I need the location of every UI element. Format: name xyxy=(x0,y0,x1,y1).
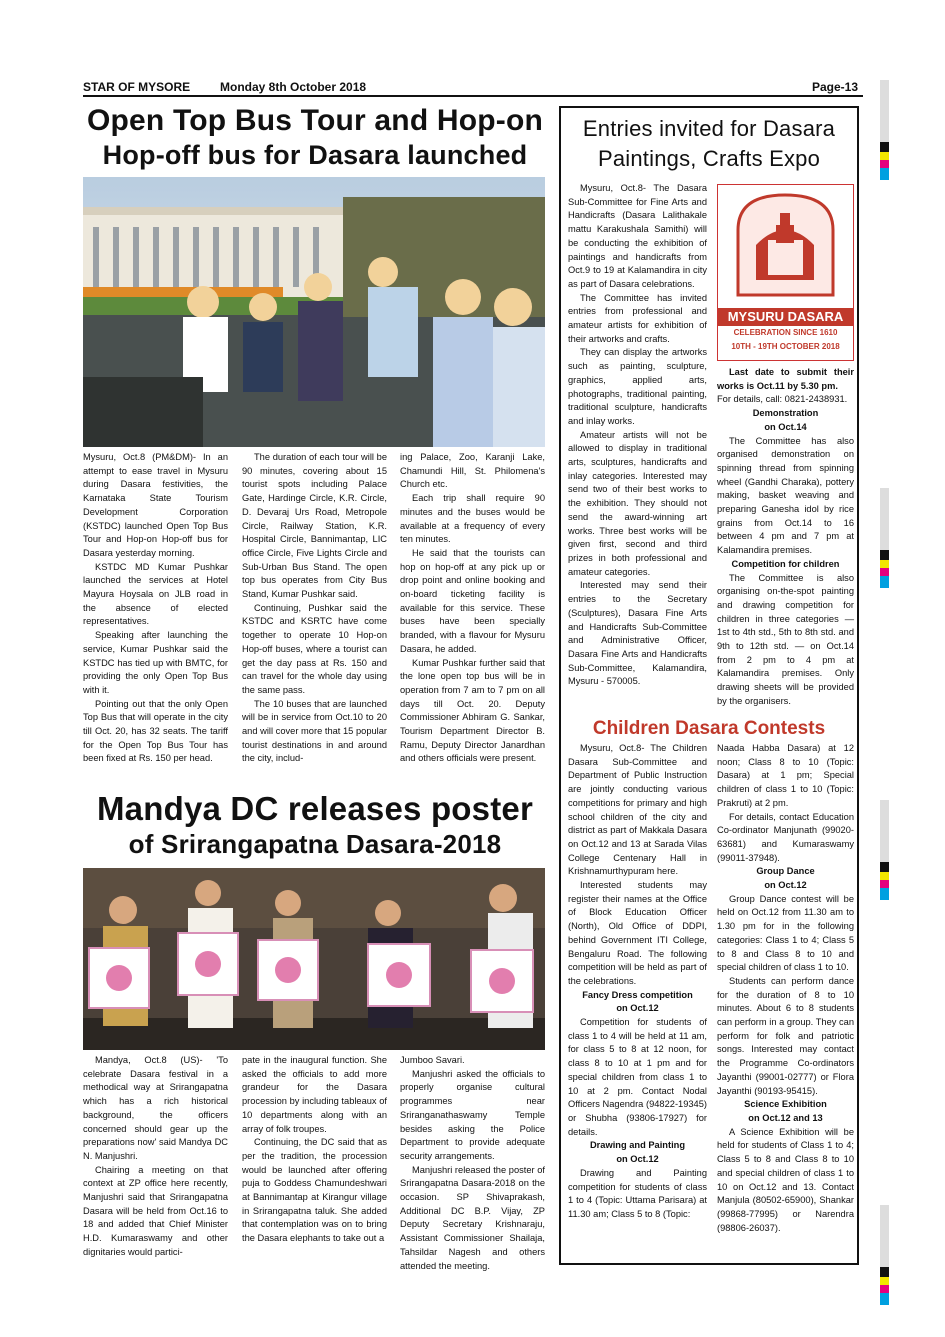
competition-text: The Committee is also organising on-the-spot painting and drawing competition for children in three categories — 1st to 4th std., 5th to 8th std. and 9th to 12th std. — on Oct.14 from 2 pm to 4 pm at Kalamandira premises. Only drawing sheets will be provided by the organisers. xyxy=(717,572,854,706)
logo-title: MYSURU DASARA xyxy=(718,308,853,326)
story4-column-1 xyxy=(568,742,707,1222)
story3-paragraph: Mysuru, Oct.8- The Dasara Sub-Committee for Fine Arts and Handicrafts (Dasara Lalithakale mattu Karakushala Samithi) will be conducting the exhibition of paintings and handicrafts from Oct.9 to 19 at Kalamandira in city as part of Dasara celebrations. xyxy=(568,183,707,289)
story4-subheading: on Oct.12 xyxy=(616,1154,659,1165)
story2-paragraph: Mandya, Oct.8 (US)- 'To celebrate Dasara festival in a methodical way at Srirangapatna which has a rich historical background, the officers concerned should gear up the preparations now' said Mandya DC N. Manjushri. xyxy=(83,1055,228,1161)
story2-paragraph: Continuing, the DC said that as per the tradition, the procession would be launched after offering puja to Goddess Chamundeshwari at Bannimantap at Kirangur village in Srirangapatna taluk. She added that contemplation was on to bring the Dasara elephants to take out a xyxy=(242,1137,387,1244)
demonstration-date: on Oct.14 xyxy=(764,421,807,432)
paper-name: STAR OF MYSORE xyxy=(83,80,191,94)
deadline-text: Last date to submit their works is Oct.11 by 5.30 pm. xyxy=(717,367,854,391)
story1-paragraph: Each trip shall require 90 minutes and the buses would be available at a frequency of every ten minutes. xyxy=(400,493,545,545)
story2-paragraph: Manjushri asked the officials to properly organise cultural programmes near Sriranganathaswamy Temple besides asking the Police Department to provide adequate security arrangements. xyxy=(400,1068,545,1161)
story1-paragraph: ing Palace, Zoo, Karanji Lake, Chamundi Hill, St. Philomena's Church etc. xyxy=(400,452,545,490)
story4-subheading: Fancy Dress competition xyxy=(582,989,693,1000)
story2-paragraph: Manjushri released the poster of Srirangapatna Dasara-2018 on the occasion. SP Shivaprakash, Additional DC B.P. Vijay, ZP Deputy Secretary Krishnaraju, Assistant Commissioner Shailaja, Tahsildar Nagesh and others attended the meeting. xyxy=(400,1164,545,1271)
story4-paragraph: Drawing and Painting competition for students of class 1 to 4 (Topic: Uttama Parisara) at 11.30 am; Class 5 to 8 (Topic: xyxy=(568,1167,707,1219)
story1-paragraph: The duration of each tour will be 90 minutes, covering about 15 tourist spots including Palace Gate, Hardinge Circle, K.R. Circle, D. Devaraj Urs Road, Metropole Circle, Railway Station, K.R. Hospital Circle, Bannimantap, LIC office Circle, Five Lights Circle and Sub-Urban Bus Stand. The open top bus operates from City Bus Stand, Kumar Pushkar said. xyxy=(242,452,387,600)
story4-paragraph: Mysuru, Oct.8- The Children Dasara Sub-Committee and Department of Public Instruction are jointly conducting various competitions for primary and high school children of the city and district as part of Makkala Dasara on Oct.12 and 13 at Sarada Vilas College Centenary Hall in Krishnamurthypuram here. xyxy=(568,743,707,877)
story3-column-1 xyxy=(568,182,707,689)
story4-subheading: on Oct.12 and 13 xyxy=(748,1112,823,1123)
story4-paragraph: Interested students may register their names at the Office of Block Education Officer (North), Old Office of DDPI, behind Government ITI College, Bengaluru Road. The following competition will be held as part of the celebrations. xyxy=(568,880,707,986)
elephant-emblem-icon xyxy=(718,185,853,305)
issue-date: Monday 8th October 2018 xyxy=(220,80,367,94)
story3-headline-line1: Entries invited for Dasara xyxy=(582,116,836,141)
story1-paragraph: Continuing, Pushkar said the KSTDC and KSRTC have come together to operate 10 Hop-on Hop-off buses, where a tourist can get the day pass at Rs. 150 and can travel for the whole day using the same pass. xyxy=(242,602,387,695)
page-number: Page-13 xyxy=(812,80,859,94)
story3-paragraph: They can display the artworks such as painting, sculpture, graphics, applied arts, photographs, traditional painting, traditional sculpture, handicrafts and inlay works. xyxy=(568,347,707,426)
story1-paragraph: Mysuru, Oct.8 (PM&DM)- In an attempt to ease travel in Mysuru during Dasara festivities, the Karnataka State Tourism Development Corporation (KSTDC) launched Open Top Bus Tour and Hop-on Hop-off bus for Dasara yesterday morning. xyxy=(83,452,228,558)
story4-paragraph: Students can perform dance for the duration of 8 to 10 minutes. About 6 to 8 students can perform in a group. They can perform for folk and patriotic songs. Interested may contact the Programme Co-ordinators Jayanthi (99001-02777) or Flora Jayanthi (90193-95415). xyxy=(717,975,854,1096)
story4-column-2 xyxy=(717,742,854,1235)
story1-headline-line1: Open Top Bus Tour and Hop-on xyxy=(86,104,544,137)
story2-column-1 xyxy=(83,1054,228,1260)
story4-paragraph: A Science Exhibition will be held for students of Class 1 to 4; Class 5 to 8 and Class 8 to 10 and special children of class 1 to 10 on Oct.12 and 13. Contact Manjula (80502-65900), Shankar (99868-77995) or Narendra (98806-26037). xyxy=(717,1126,854,1233)
story1-paragraph: The 10 buses that are launched will be in service from Oct.10 to 20 and will cover more that 15 popular tourist destinations in and around the city, includ- xyxy=(242,698,387,764)
print-strip-4 xyxy=(880,1205,889,1305)
story4-paragraph: Competition for students of class 1 to 4 will be held at 11 am, for class 5 to 8 at 12 noon, for class 8 to 10 at 1 pm and for special children from class 1 to 10 at 2 pm. Contact Nodal Officers Nagendra (94822-19345) or Shubha (93806-17927) for details. xyxy=(568,1017,707,1137)
story1-paragraph: Speaking after launching the service, Kumar Pushkar said the KSTDC has tied up with BMTC, for providing the only Open Top Bus with it. xyxy=(83,630,228,695)
story3-paragraph: Interested may send their entries to the Secretary (Sculptures), Dasara Fine Arts and Handicrafts Sub-Committee and Administrative Officer, Dasara Fine Arts and Handicrafts Sub-Committee, Kalamandira, Mysuru - 570005. xyxy=(568,580,707,687)
bus-tour-photo xyxy=(83,177,545,447)
logo-line2: 10TH - 19TH OCTOBER 2018 xyxy=(731,342,840,351)
story4-subheading: Science Exhibition xyxy=(744,1099,827,1110)
mysuru-dasara-logo xyxy=(717,184,854,361)
print-strip-1 xyxy=(880,80,889,180)
print-strip-2 xyxy=(880,488,889,588)
demonstration-text: The Committee has also organised demonstration on spinning thread from spinning wheel (Gandhi Charaka), pottery making, basket weaving and preparing Ganesha idol by rice grains from Oct.14 to 16 between 4 pm and 7 pm at Kalamandira premises. xyxy=(717,435,854,556)
story3-headline-line2: Paintings, Crafts Expo xyxy=(597,146,821,171)
poster-release-photo xyxy=(83,868,545,1050)
story4-subheading: on Oct.12 xyxy=(764,880,807,891)
story4-subheading: Drawing and Painting xyxy=(589,1140,686,1151)
story2-headline-line2: of Srirangapatna Dasara-2018 xyxy=(128,829,502,859)
demonstration-heading: Demonstration xyxy=(752,408,819,419)
story2-column-3 xyxy=(400,1054,545,1273)
story4-subheading: Group Dance xyxy=(756,866,815,877)
story1-paragraph: KSTDC MD Kumar Pushkar launched the services at Hotel Mayura Hoysala on JLB road in the absence of elected representatives. xyxy=(83,561,228,627)
story4-paragraph: For details, contact Education Co-ordinator Manjunath (99020-63681) and Kumaraswamy (99011-37948). xyxy=(717,811,854,863)
story1-paragraph: Kumar Pushkar further said that the lone open top bus will be in operation from 7 am to 7 pm on all days till Oct. 20. Deputy Commissioner Abhiram G. Sankar, Tourism Department Director B. Ramu, Deputy Director Janardhan and others officials were present. xyxy=(400,657,545,764)
story2-paragraph: Jumboo Savari. xyxy=(400,1055,465,1065)
contact-text: For details, call: 0821-2438931. xyxy=(717,394,848,405)
story3-paragraph: The Committee has invited entries from professional and amateur artists for exhibition of their artworks and crafts. xyxy=(568,292,707,344)
story1-paragraph: Pointing out that the only Open Top Bus that will operate in the city till Oct. 20, has 32 seats. The tariff for the Open Top Bus Tour has been fixed at Rs. 150 per head. xyxy=(83,698,228,764)
story2-headline-line1: Mandya DC releases poster xyxy=(96,790,533,827)
story4-paragraph: Naada Habba Dasara) at 12 noon; Class 8 to 10 (Topic: Dasara) at 1 pm; Special children of class 1 to 10 (Topic: Prakruti) at 2 pm. xyxy=(717,743,854,808)
story2-column-2 xyxy=(242,1054,387,1246)
story1-column-1 xyxy=(83,451,228,766)
story3-paragraph: Amateur artists will not be allowed to display in traditional arts, sculptures, handicrafts and inlay categories. Interested may send two of their best works to the exhibition. They should not send the award-winning art works. Three best works will be given first, second and third prizes in both professional and amateur categories. xyxy=(568,429,707,577)
story1-column-2 xyxy=(242,451,387,766)
print-strip-3 xyxy=(880,800,889,900)
story1-paragraph: He said that the tourists can hop on hop-off at any pick up or drop point and online booking and on-board ticketing facility is available for this service. These buses have been specially branded, with a flavour for Mysuru Dasara, he added. xyxy=(400,547,545,654)
story4-subheading: on Oct.12 xyxy=(616,1003,659,1014)
story2-paragraph: Chairing a meeting on that context at ZP office here recently, Manjushri said that Srirangapatna Dasara will be held from Oct.16 to 18 and added that Chief Minister H.D. Kumaraswamy and other dignitaries would partici- xyxy=(83,1164,228,1257)
header-rule xyxy=(83,95,863,97)
story1-column-3 xyxy=(400,451,545,766)
story4-paragraph: Group Dance contest will be held on Oct.12 from 11.30 am to 1.30 pm for in the following categories: Class 1 to 4; Class 5 to 8 and Class 8 to 10 and special children of class 1 to 10. xyxy=(717,893,854,973)
story2-paragraph: pate in the inaugural function. She asked the officials to add more grandeur for the Dasara procession by including tableaux of 10 departments along with an array of folk troupes. xyxy=(242,1055,387,1134)
story4-headline: Children Dasara Contests xyxy=(592,718,826,739)
competition-heading: Competition for children xyxy=(731,558,840,569)
story1-headline-line2: Hop-off bus for Dasara launched xyxy=(102,140,528,170)
story3-column-2 xyxy=(717,366,854,709)
logo-line1: CELEBRATION SINCE 1610 xyxy=(733,328,838,337)
